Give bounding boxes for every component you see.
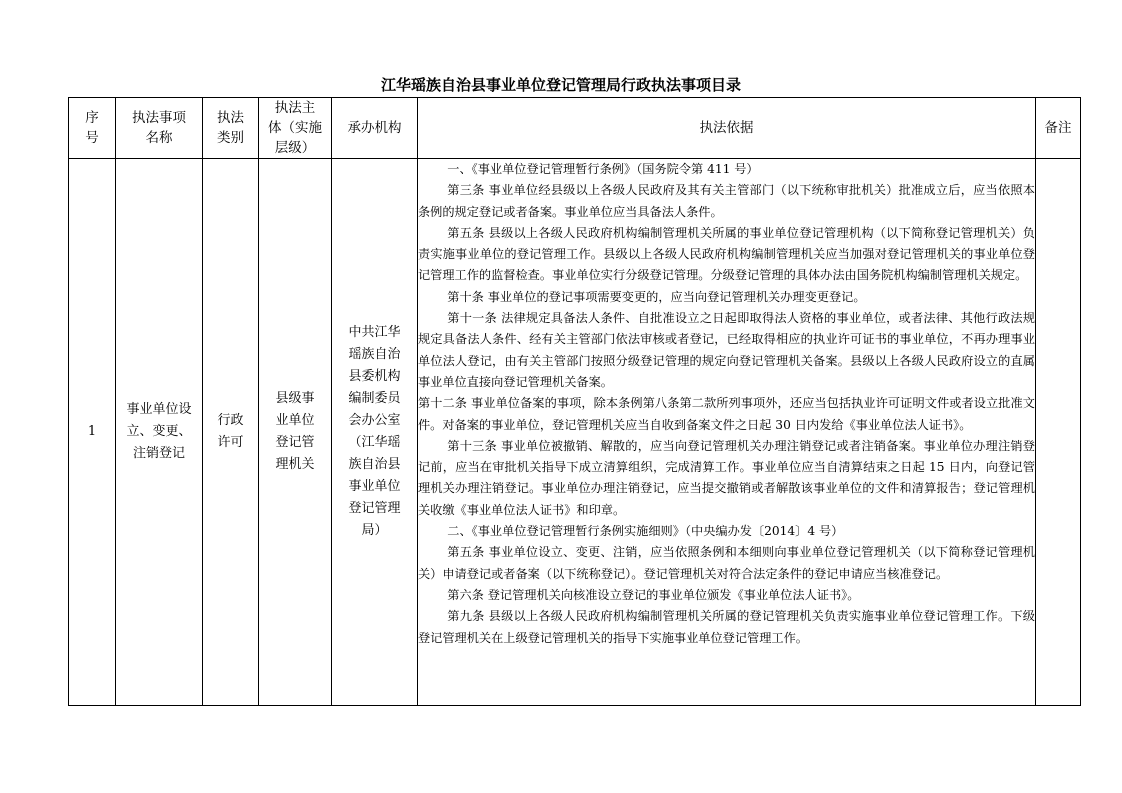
header-item-name: 执法事项 名称 xyxy=(116,98,203,159)
basis-article: 第十条 事业单位的登记事项需要变更的，应当向登记管理机关办理变更登记。 xyxy=(447,289,866,304)
header-agency: 承办机构 xyxy=(332,98,418,159)
basis-article: 第十二条 事业单位备案的事项，除本条例第八条第二款所列事项外，还应当包括执业许可证明文件或者设立批准文件。对备案的事业单位，登记管理机关应当自收到备案文件之日起 30 日内发给《事业单位法人证书》。 xyxy=(418,396,1035,432)
cell-item-name: 事业单位设 立、变更、 注销登记 xyxy=(116,159,203,706)
basis-source-heading: 二、《事业单位登记管理暂行条例实施细则》（中央编办发〔2014〕4 号） xyxy=(447,524,844,539)
header-subject: 执法主 体（实施 层级） xyxy=(259,98,332,159)
basis-article: 第九条 县级以上各级人民政府机构编制管理机关所属的登记管理机关负责实施事业单位登记管理工作。下级登记管理机关在上级登记管理机关的指导下实施事业单位登记管理工作。 xyxy=(418,609,1035,645)
cell-seq: 1 xyxy=(69,159,116,706)
basis-article: 第十三条 事业单位被撤销、解散的，应当向登记管理机关办理注销登记或者注销备案。事业单位办理注销登记前，应当在审批机关指导下成立清算组织，完成清算工作。事业单位应当自清算结束之日起 15 日内，向登记管理机关办理注销登记。事业单位办理注销登记，应当提交撤销或者解散该事业单位的文件和清算报告；登记管理机关收缴《事业单位法人证书》和印章。 xyxy=(418,438,1035,517)
header-category: 执法 类别 xyxy=(203,98,259,159)
cell-remarks xyxy=(1036,159,1081,706)
cell-agency: 中共江华 瑶族自治 县委机构 编制委员 会办公室 （江华瑶 族自治县 事业单位 登记管理 局） xyxy=(332,159,418,706)
basis-article: 第六条 登记管理机关向核准设立登记的事业单位颁发《事业单位法人证书》。 xyxy=(447,587,860,602)
basis-article: 第十一条 法律规定具备法人条件、自批准设立之日起即取得法人资格的事业单位，或者法律、其他行政法规规定具备法人条件、经有关主管部门依法审核或者登记，已经取得相应的执业许可证书的事业单位，不再办理事业单位法人登记，由有关主管部门按照分级登记管理的规定向登记管理机关备案。县级以上各级人民政府设立的直属事业单位直接向登记管理机关备案。 xyxy=(418,311,1035,389)
basis-article: 第五条 事业单位设立、变更、注销，应当依照条例和本细则向事业单位登记管理机关（以下简称登记管理机关）申请登记或者备案（以下统称登记）。登记管理机关对符合法定条件的登记申请应当核准登记。 xyxy=(418,545,1035,581)
header-remarks: 备注 xyxy=(1036,98,1081,159)
basis-source-heading: 一、《事业单位登记管理暂行条例》（国务院令第 411 号） xyxy=(447,162,759,176)
basis-article: 第五条 县级以上各级人民政府机构编制管理机关所属的事业单位登记管理机构（以下简称登记管理机关）负责实施事业单位的登记管理工作。县级以上各级人民政府机构编制管理机关应当加强对登记管理机关的事业单位登记管理工作的监督检查。事业单位实行分级登记管理。分级登记管理的具体办法由国务院机构编制管理机关规定。 xyxy=(418,225,1035,283)
basis-article: 第三条 事业单位经县级以上各级人民政府及其有关主管部门（以下统称审批机关）批准成立后，应当依照本条例的规定登记或者备案。事业单位应当具备法人条件。 xyxy=(418,183,1035,219)
cell-category: 行政 许可 xyxy=(203,159,259,706)
cell-legal-basis xyxy=(418,159,1036,706)
table-header-row xyxy=(69,98,1081,159)
enforcement-items-table xyxy=(68,97,1081,706)
cell-subject: 县级事 业单位 登记管 理机关 xyxy=(259,159,332,706)
header-basis: 执法依据 xyxy=(418,98,1036,159)
page-title: 江华瑶族自治县事业单位登记管理局行政执法事项目录 xyxy=(380,76,741,94)
header-seq: 序 号 xyxy=(69,98,116,159)
table-row xyxy=(69,159,1081,706)
